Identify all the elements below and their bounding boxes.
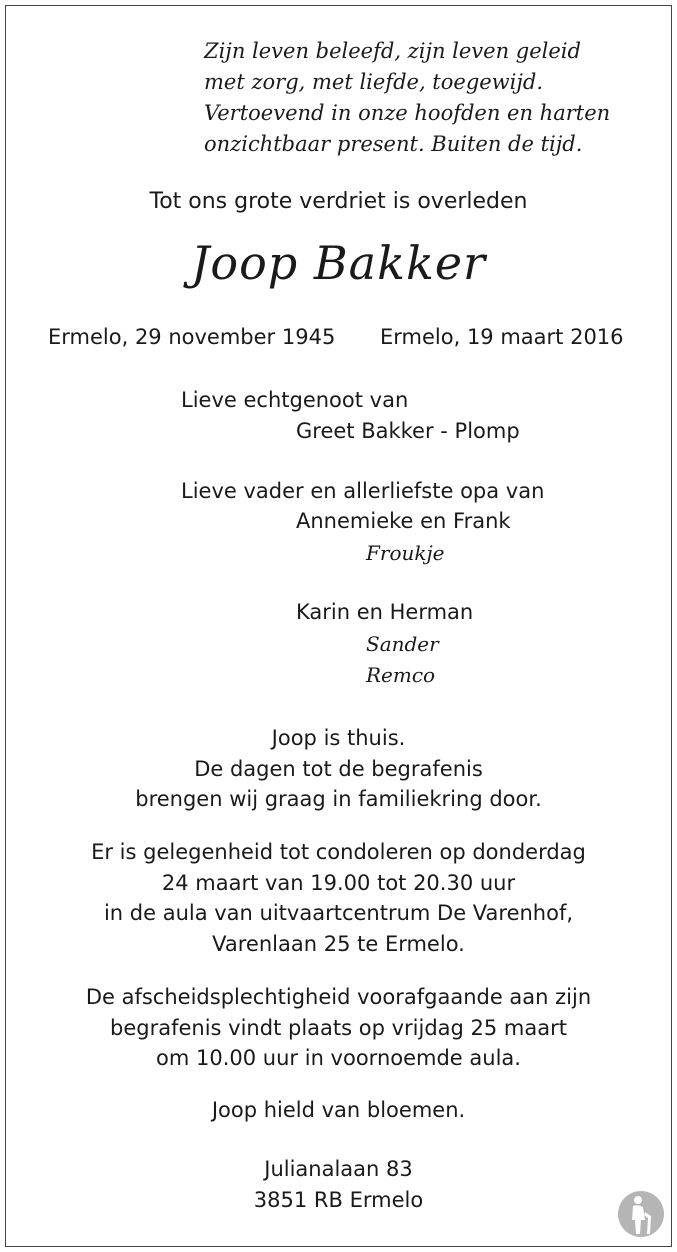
death-date: Ermelo, 19 maart 2016 — [380, 325, 624, 349]
grandchild-1: Froukje — [366, 541, 445, 565]
condolence-block — [0, 837, 677, 959]
poem-line: met zorg, met liefde, toegewijd. — [204, 70, 544, 94]
poem — [204, 36, 610, 160]
spouse-label: Lieve echtgenoot van — [181, 388, 409, 412]
home-line: brengen wij graag in familiekring door. — [135, 787, 542, 811]
address-line: 3851 RB Ermelo — [253, 1187, 424, 1212]
child-couple-2: Karin en Herman — [296, 600, 474, 624]
poem-line: Vertoevend in onze hoofden en harten — [204, 101, 611, 125]
home-block — [0, 723, 677, 815]
address-line: Julianalaan 83 — [264, 1157, 413, 1181]
poem-line: onzichtbaar present. Buiten de tijd. — [204, 132, 583, 156]
condolence-line: 24 maart van 19.00 tot 20.30 uur — [161, 870, 516, 895]
deceased-name: Joop Bakker — [190, 236, 487, 290]
ceremony-line: begrafenis vindt plaats op vrijdag 25 maart — [110, 1015, 567, 1040]
ceremony-line: om 10.00 uur in voornoemde aula. — [156, 1046, 521, 1070]
home-line: De dagen tot de begrafenis — [194, 756, 483, 781]
child-couple-1: Annemieke en Frank — [296, 509, 511, 533]
condolence-line: Varenlaan 25 te Ermelo. — [212, 931, 465, 956]
grandchild-2: Sander — [366, 632, 439, 656]
family-label: Lieve vader en allerliefste opa van — [181, 479, 545, 503]
condolence-line: in de aula van uitvaartcentrum De Varenhof, — [103, 901, 574, 925]
condolence-line: Er is gelegenheid tot condoleren op donderdag — [91, 840, 586, 864]
address — [0, 1154, 677, 1215]
memorial-figure-icon — [617, 1190, 665, 1238]
intro-text: Tot ons grote verdriet is overleden — [149, 189, 528, 214]
grandchild-3: Remco — [366, 663, 436, 687]
ceremony-line: De afscheidsplechtigheid voorafgaande aan zijn — [85, 985, 592, 1009]
ceremony-block — [0, 982, 677, 1074]
birth-date: Ermelo, 29 november 1945 — [48, 325, 336, 349]
spouse-name: Greet Bakker - Plomp — [296, 419, 520, 443]
poem-line: Zijn leven beleefd, zijn leven geleid — [204, 39, 581, 63]
flowers-note: Joop hield van bloemen. — [211, 1098, 466, 1122]
home-line: Joop is thuis. — [271, 726, 406, 750]
